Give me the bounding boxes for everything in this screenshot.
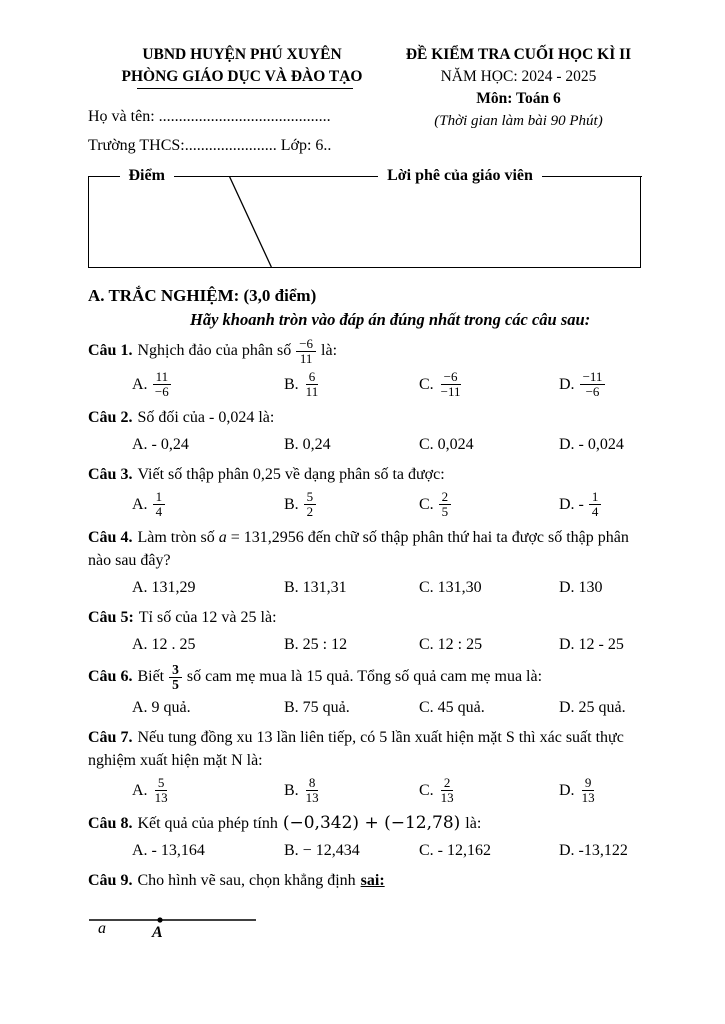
text-run: D. - 0,024 bbox=[559, 436, 624, 453]
text-run: B. − 12,434 bbox=[284, 842, 360, 859]
question-number: Câu 4. bbox=[88, 529, 133, 546]
section-a-instruction: Hãy khoanh tròn vào đáp án đúng nhất trong các câu sau: bbox=[190, 310, 591, 329]
question-6 bbox=[88, 663, 641, 719]
subject: Môn: Toán 6 bbox=[476, 90, 561, 107]
header bbox=[88, 44, 641, 160]
fraction-numerator: 5 bbox=[155, 776, 168, 791]
question-4 bbox=[88, 526, 641, 599]
text-run: = 131,2956 đến chữ số thập phân thứ hai ta được số thập phân nào sau đây? bbox=[88, 529, 629, 569]
fraction bbox=[580, 370, 606, 399]
option-C bbox=[419, 776, 559, 805]
teacher-remark-label: Lời phê của giáo viên bbox=[387, 167, 533, 184]
option-C bbox=[419, 576, 559, 599]
text-run: số cam mẹ mua là 15 quả. Tổng số quả cam mẹ mua là: bbox=[186, 668, 543, 686]
fraction bbox=[589, 490, 602, 519]
text-run: A. - 13,164 bbox=[132, 842, 205, 859]
text-run: D. bbox=[559, 376, 575, 393]
question-text bbox=[88, 606, 641, 629]
option-B bbox=[284, 839, 419, 862]
question-number: Câu 5: bbox=[88, 609, 134, 626]
option-D bbox=[559, 633, 641, 656]
question-text bbox=[88, 812, 641, 835]
text-run: D. 130 bbox=[559, 579, 603, 596]
text-run: B. bbox=[284, 496, 299, 513]
fraction-numerator: 8 bbox=[306, 776, 319, 791]
fraction bbox=[304, 370, 321, 399]
text-run: Cho hình vẽ sau, chọn khẳng định bbox=[137, 872, 356, 889]
header-left bbox=[88, 44, 396, 160]
option-B bbox=[284, 576, 419, 599]
text-run: là: bbox=[465, 815, 482, 832]
department-name: PHÒNG GIÁO DỤC VÀ ĐÀO TẠO bbox=[88, 66, 396, 88]
option-A bbox=[132, 839, 284, 862]
options-row bbox=[88, 370, 641, 399]
fraction-numerator: 1 bbox=[589, 490, 602, 505]
question-number: Câu 2. bbox=[88, 409, 133, 426]
option-A bbox=[132, 696, 284, 719]
text-run: D. bbox=[559, 782, 575, 799]
option-D bbox=[559, 490, 641, 519]
fraction-denominator: 2 bbox=[306, 504, 314, 519]
line-figure bbox=[88, 906, 298, 958]
line-a-drawing bbox=[88, 912, 288, 928]
fraction bbox=[580, 776, 597, 805]
option-B bbox=[284, 490, 419, 519]
text-run: A. bbox=[132, 376, 148, 393]
options-row bbox=[88, 696, 641, 719]
option-D bbox=[559, 696, 641, 719]
option-A bbox=[132, 433, 284, 456]
fraction-denominator: 4 bbox=[155, 504, 163, 519]
option-A bbox=[132, 370, 284, 399]
option-D bbox=[559, 370, 641, 399]
score-label: Điểm bbox=[128, 167, 165, 184]
question-number: Câu 6. bbox=[88, 668, 133, 686]
option-D bbox=[559, 576, 641, 599]
fraction-numerator: 2 bbox=[441, 776, 454, 791]
question-9 bbox=[88, 869, 641, 892]
question-number: Câu 3. bbox=[88, 466, 133, 483]
question-number: Câu 7. bbox=[88, 729, 133, 746]
question-text bbox=[88, 463, 641, 486]
header-right bbox=[396, 44, 641, 160]
fraction-denominator: 5 bbox=[172, 677, 179, 692]
question-number: Câu 1. bbox=[88, 342, 133, 360]
option-D bbox=[559, 776, 641, 805]
option-C bbox=[419, 839, 559, 862]
option-A bbox=[132, 576, 284, 599]
option-B bbox=[284, 370, 419, 399]
diagonal-divider bbox=[89, 176, 640, 267]
option-C bbox=[419, 696, 559, 719]
option-C bbox=[419, 433, 559, 456]
text-run: B. bbox=[284, 376, 299, 393]
text-run: A. 131,29 bbox=[132, 579, 196, 596]
option-C bbox=[419, 370, 559, 399]
exam-title: ĐỀ KIỂM TRA CUỐI HỌC KÌ II bbox=[405, 46, 632, 63]
option-D bbox=[559, 433, 641, 456]
text-run: D. 12 - 25 bbox=[559, 636, 624, 653]
questions-list bbox=[88, 337, 641, 892]
text-run: C. 12 : 25 bbox=[419, 636, 483, 653]
text-run: C. bbox=[419, 496, 434, 513]
options-row bbox=[88, 633, 641, 656]
fraction-numerator: −6 bbox=[296, 337, 316, 352]
student-name-line: Họ và tên: ........................................... bbox=[88, 108, 331, 125]
option-C bbox=[419, 490, 559, 519]
fraction-denominator: 13 bbox=[154, 790, 168, 805]
text-run: C. 131,30 bbox=[419, 579, 482, 596]
option-B bbox=[284, 696, 419, 719]
options-row bbox=[88, 839, 641, 862]
option-A bbox=[132, 490, 284, 519]
text-run: sai: bbox=[360, 872, 385, 889]
text-run: B. 75 quả. bbox=[284, 699, 350, 716]
text-run: a bbox=[218, 529, 227, 546]
text-run: C. - 12,162 bbox=[419, 842, 491, 859]
text-run: A. bbox=[132, 782, 148, 799]
question-5 bbox=[88, 606, 641, 656]
text-run: Tỉ số của 12 và 25 là: bbox=[138, 609, 277, 626]
fraction bbox=[153, 490, 166, 519]
text-run: Biết bbox=[137, 668, 165, 686]
fraction bbox=[169, 663, 182, 692]
text-run: Nếu tung đồng xu 13 lần liên tiếp, có 5 lần xuất hiện mặt S thì xác suất thực nghiệm xuất hiện mặt N là: bbox=[88, 729, 624, 769]
option-B bbox=[284, 776, 419, 805]
text-run: D. 25 quả. bbox=[559, 699, 626, 716]
option-B bbox=[284, 433, 419, 456]
fraction-numerator: −6 bbox=[441, 370, 461, 385]
fraction-denominator: 13 bbox=[440, 790, 454, 805]
fraction-numerator: 11 bbox=[153, 370, 172, 385]
text-run: C. bbox=[419, 376, 434, 393]
question-text bbox=[88, 726, 641, 772]
question-1 bbox=[88, 337, 641, 399]
student-info bbox=[88, 102, 396, 160]
text-run: Nghịch đảo của phân số bbox=[137, 342, 292, 360]
fraction-denominator: −6 bbox=[585, 384, 600, 399]
text-run: B. 131,31 bbox=[284, 579, 347, 596]
text-run: C. bbox=[419, 782, 434, 799]
fraction bbox=[153, 776, 170, 805]
fraction-denominator: 13 bbox=[305, 790, 319, 805]
fraction bbox=[304, 776, 321, 805]
text-run: D. - bbox=[559, 496, 584, 513]
text-run: B. 25 : 12 bbox=[284, 636, 348, 653]
fraction-numerator: 5 bbox=[304, 490, 317, 505]
text-run: C. 0,024 bbox=[419, 436, 474, 453]
fraction bbox=[439, 776, 456, 805]
fraction-denominator: 13 bbox=[581, 790, 595, 805]
fraction-denominator: −11 bbox=[440, 384, 461, 399]
fraction-numerator: 9 bbox=[582, 776, 595, 791]
text-run: D. -13,122 bbox=[559, 842, 628, 859]
text-run: Kết quả của phép tính bbox=[137, 815, 278, 832]
fraction-denominator: 11 bbox=[299, 351, 313, 366]
options-row bbox=[88, 433, 641, 456]
fraction-numerator: 1 bbox=[153, 490, 166, 505]
text-run: Viết số thập phân 0,25 về dạng phân số ta được: bbox=[137, 466, 445, 483]
question-number: Câu 8. bbox=[88, 815, 133, 832]
question-text bbox=[88, 337, 641, 366]
text-run: A. 12 . 25 bbox=[132, 636, 196, 653]
option-A bbox=[132, 633, 284, 656]
option-A bbox=[132, 776, 284, 805]
issuing-authority: UBND HUYỆN PHÚ XUYÊN bbox=[142, 46, 342, 63]
fraction-numerator: 3 bbox=[169, 663, 182, 678]
text-run: A. - 0,24 bbox=[132, 436, 189, 453]
school-year: NĂM HỌC: 2024 - 2025 bbox=[440, 68, 597, 85]
point-label: A bbox=[152, 924, 163, 941]
question-7 bbox=[88, 726, 641, 805]
question-text bbox=[88, 526, 641, 572]
line-label: a bbox=[98, 920, 106, 937]
text-run: là: bbox=[321, 342, 338, 360]
text-run: B. 0,24 bbox=[284, 436, 331, 453]
fraction bbox=[439, 490, 452, 519]
fraction-denominator: 11 bbox=[305, 384, 319, 399]
question-8 bbox=[88, 812, 641, 862]
text-run: Số đối của - 0,024 là: bbox=[137, 409, 275, 426]
question-3 bbox=[88, 463, 641, 519]
duration: (Thời gian làm bài 90 Phút) bbox=[434, 113, 603, 129]
text-run: B. bbox=[284, 782, 299, 799]
text-run: Làm tròn số bbox=[137, 529, 219, 546]
fraction bbox=[439, 370, 463, 399]
fraction-numerator: −11 bbox=[580, 370, 606, 385]
fraction-numerator: 6 bbox=[306, 370, 319, 385]
option-B bbox=[284, 633, 419, 656]
school-class-line: Trường THCS:....................... Lớp: 6.. bbox=[88, 137, 332, 154]
text-run: A. 9 quả. bbox=[132, 699, 191, 716]
question-text bbox=[88, 406, 641, 429]
fraction bbox=[304, 490, 317, 519]
option-D bbox=[559, 839, 641, 862]
section-a-title: A. TRẮC NGHIỆM: (3,0 điểm) bbox=[88, 286, 317, 305]
fraction-denominator: 4 bbox=[591, 504, 599, 519]
text-run: (−0,342) + (−12,78) bbox=[282, 813, 461, 833]
fraction-denominator: 5 bbox=[441, 504, 449, 519]
text-run: C. 45 quả. bbox=[419, 699, 485, 716]
options-row bbox=[88, 776, 641, 805]
option-C bbox=[419, 633, 559, 656]
fraction-denominator: −6 bbox=[154, 384, 169, 399]
fraction-numerator: 2 bbox=[439, 490, 452, 505]
fraction bbox=[296, 337, 316, 366]
options-row bbox=[88, 576, 641, 599]
question-2 bbox=[88, 406, 641, 456]
options-row bbox=[88, 490, 641, 519]
score-box bbox=[88, 167, 641, 268]
question-number: Câu 9. bbox=[88, 872, 133, 889]
question-text bbox=[88, 663, 641, 692]
fraction bbox=[153, 370, 172, 399]
question-text bbox=[88, 869, 641, 892]
text-run: A. bbox=[132, 496, 148, 513]
